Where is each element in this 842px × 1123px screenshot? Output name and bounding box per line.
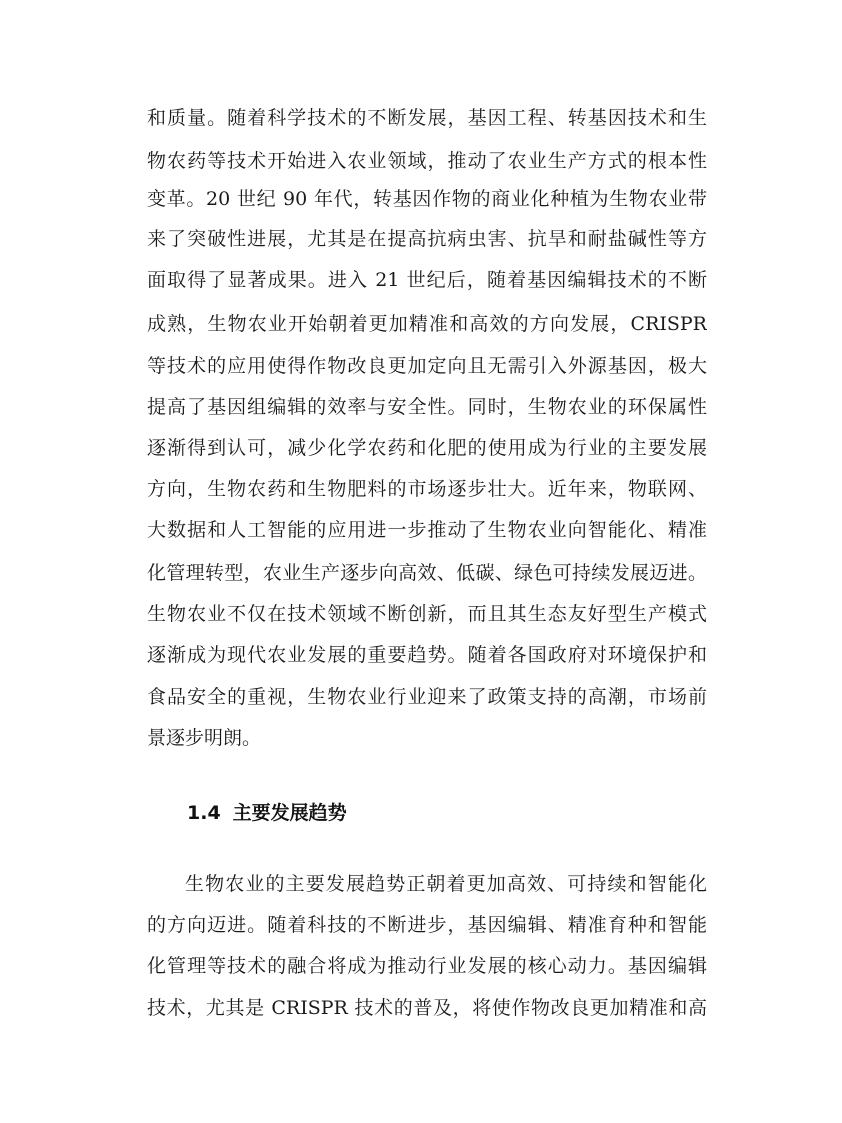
paragraph-line: 技术，尤其是 CRISPR 技术的普及，将使作物改良更加精准和高 (147, 997, 707, 1019)
paragraph-line: 面取得了显著成果。进入 21 世纪后，随着基因编辑技术的不断 (147, 269, 707, 291)
paragraph-line: 的方向迈进。随着科技的不断进步，基因编辑、精准育种和智能 (147, 914, 707, 936)
paragraph-line: 逐渐成为现代农业发展的重要趋势。随着各国政府对环境保护和 (147, 644, 707, 666)
paragraph-line: 方向，生物农药和生物肥料的市场逐步壮大。近年来，物联网、 (147, 478, 707, 500)
paragraph-line: 食品安全的重视，生物农业行业迎来了政策支持的高潮，市场前 (147, 686, 707, 708)
paragraph-line: 生物农业不仅在技术领域不断创新，而且其生态友好型生产模式 (147, 603, 707, 625)
paragraph-line: 逐渐得到认可，减少化学农药和化肥的使用成为行业的主要发展 (147, 437, 707, 459)
paragraph-line: 等技术的应用使得作物改良更加定向且无需引入外源基因，极大 (147, 355, 707, 377)
paragraph-line: 物农药等技术开始进入农业领域，推动了农业生产方式的根本性 (147, 150, 707, 172)
paragraph-line: 化管理等技术的融合将成为推动行业发展的核心动力。基因编辑 (147, 955, 707, 977)
paragraph-line: 大数据和人工智能的应用进一步推动了生物农业向智能化、精准 (147, 519, 707, 541)
paragraph-line: 成熟，生物农业开始朝着更加精准和高效的方向发展，CRISPR (147, 313, 707, 335)
paragraph-line: 和质量。随着科学技术的不断发展，基因工程、转基因技术和生 (147, 107, 707, 129)
section-number: 1.4 (187, 802, 221, 824)
section-heading (187, 800, 347, 826)
paragraph-line: 化管理转型，农业生产逐步向高效、低碳、绿色可持续发展迈进。 (147, 562, 707, 584)
section-title: 主要发展趋势 (232, 802, 347, 824)
paragraph-line: 变革。20 世纪 90 年代，转基因作物的商业化种植为生物农业带 (147, 188, 707, 210)
paragraph-line: 提高了基因组编辑的效率与安全性。同时，生物农业的环保属性 (147, 396, 707, 418)
paragraph-line: 景逐步明朗。 (147, 727, 262, 749)
paragraph-line: 来了突破性进展，尤其是在提高抗病虫害、抗旱和耐盐碱性等方 (147, 228, 707, 250)
paragraph-line: 生物农业的主要发展趋势正朝着更加高效、可持续和智能化 (185, 873, 707, 895)
